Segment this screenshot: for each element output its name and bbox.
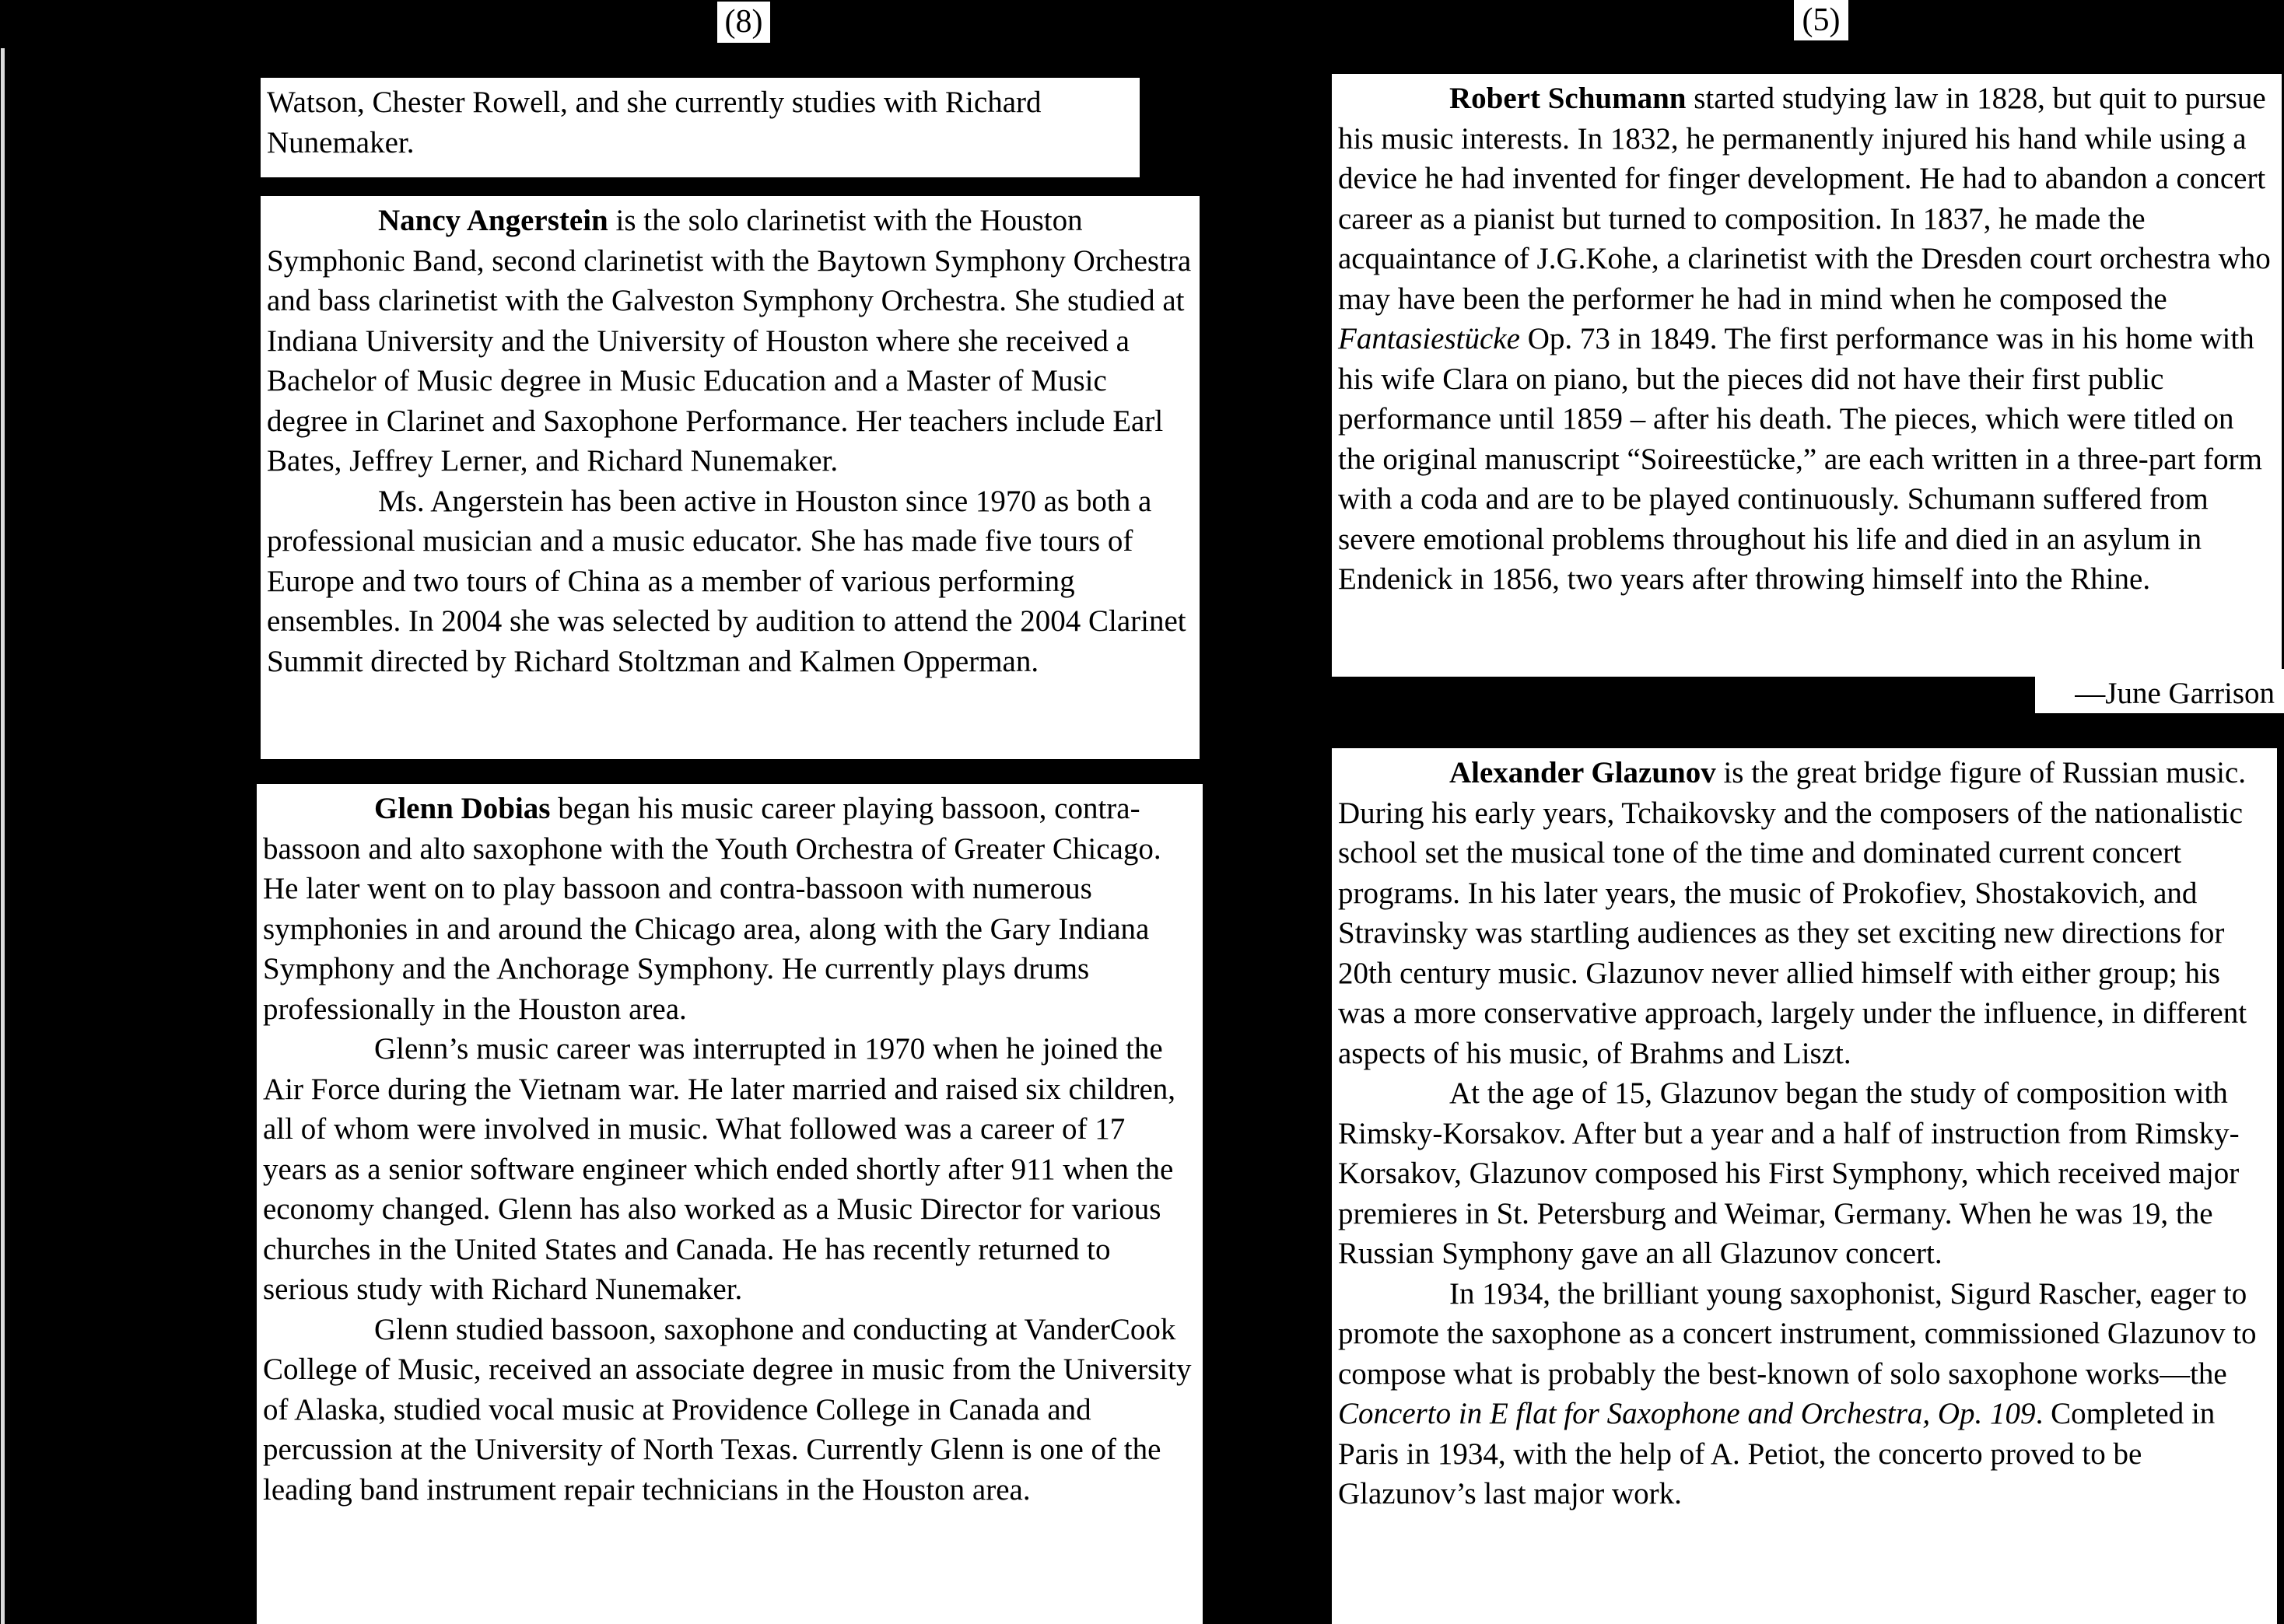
text-segment: started studying law in 1828, but quit to pursue his music interests. In 1832, he permanently injured his hand while using a device he had invented for finger development. He had to abandon a concert career as a pianist but turned to composition. In 1837, he made the acquaintance of J.G.Kohe, a clarinetist with the Dresden court orchestra who may have been the performer he had in mind when he composed the <box>1338 82 2271 316</box>
paragraph <box>263 1029 1195 1310</box>
paragraph <box>263 789 1195 1029</box>
text-segment: In 1934, the brilliant young saxophonist, Sigurd Rascher, eager to promote the saxophone as a concert instrument, commissioned Glazunov to compose what is probably the best-known of solo saxophone works—the <box>1338 1276 2257 1391</box>
text-block-robert-schumann-bio <box>1332 74 2282 677</box>
paragraph <box>267 82 1132 163</box>
page-number-left: (8) <box>717 2 770 43</box>
text-segment: is the solo clarinetist with the Houston Symphonic Band, second clarinetist with the Baytown Symphony Orchestra and bass clarinetist with the Galveston Symphony Orchestra. She studied at Indiana University and the University of Houston where she received a Bachelor of Music degree in Music Education and a Master of Music degree in Clarinet and Saxophone Performance. Her teachers include Earl Bates, Jeffrey Lerner, and Richard Nunemaker. <box>267 204 1192 478</box>
text-block-glenn-dobias-bio <box>257 784 1203 1624</box>
text-segment: Watson, Chester Rowell, and she currently studies with Richard Nunemaker. <box>267 86 1042 159</box>
text-segment: Glenn studied bassoon, saxophone and conducting at VanderCook College of Music, received an associate degree in music from the University of Alaska, studied vocal music at Providence College in Canada and percussion at the University of North Texas. Currently Glenn is one of the leading band instrument repair technicians in the Houston area. <box>263 1312 1192 1507</box>
text-segment: . Completed in Paris in 1934, with the help of A. Petiot, the concerto proved to be Glazunov’s last major work. <box>1338 1397 2216 1510</box>
text-segment: Ms. Angerstein has been active in Houston since 1970 as both a professional musician and a music educator. She has made five tours of Europe and two tours of China as a member of various performing ensembles. In 2004 she was selected by audition to attend the 2004 Clarinet Summit directed by Richard Stoltzman and Kalmen Opperman. <box>267 484 1186 678</box>
text-segment: At the age of 15, Glazunov began the study of composition with Rimsky-Korsakov. After but a year and a half of instruction from Rimsky-Korsakov, Glazunov composed his First Symphony, which received major premieres in St. Petersburg and Weimar, Germany. When he was 19, the Russian Symphony gave an all Glazunov concert. <box>1338 1076 2240 1270</box>
paragraph <box>2041 674 2275 713</box>
paragraph <box>1338 1274 2269 1514</box>
text-segment: Glenn Dobias <box>374 792 551 825</box>
page-number-right: (5) <box>1794 0 1848 40</box>
paragraph <box>1338 753 2269 1073</box>
paragraph <box>1338 79 2274 600</box>
paragraph <box>267 481 1192 682</box>
text-segment: Alexander Glazunov <box>1449 756 1716 789</box>
page-edge-scan-line <box>1 48 5 1624</box>
text-segment: Op. 73 in 1849. The first performance was in his home with his wife Clara on piano, but the pieces did not have their first public performance until 1859 – after his death. The pieces, which were titled on the original manuscript “Soireestücke,” are each written in a three-part form with a coda and are to be played continuously. Schumann suffered from severe emotional problems throughout his life and died in an asylum in Endenick in 1856, two years after throwing himself into the Rhine. <box>1338 322 2262 596</box>
text-segment: Glenn’s music career was interrupted in 1970 when he joined the Air Force during the Vietnam war. He later married and raised six children, all of whom were involved in music. What followed was a career of 17 years as a senior software engineer which ended shortly after 911 when the economy changed. Glenn has also worked as a Music Director for various churches in the United States and Canada. He has recently returned to serious study with Richard Nunemaker. <box>263 1032 1176 1306</box>
text-block-watson-fragment <box>261 78 1140 177</box>
text-segment: began his music career playing bassoon, contra-bassoon and alto saxophone with the Youth Orchestra of Greater Chicago. He later went on to play bassoon and contra-bassoon with numerous symphonies in and around the Chicago area, along with the Gary Indiana Symphony and the Anchorage Symphony. He currently plays drums professionally in the Houston area. <box>263 792 1161 1026</box>
text-segment: Robert Schumann <box>1449 82 1687 115</box>
text-segment: Concerto in E flat for Saxophone and Orchestra, Op. 109 <box>1338 1397 2036 1430</box>
text-block-nancy-angerstein-bio <box>261 196 1200 759</box>
text-segment: —June Garrison <box>2075 677 2275 710</box>
text-segment: is the great bridge figure of Russian music. During his early years, Tchaikovsky and the composers of the nationalistic school set the musical tone of the time and dominated current concert programs. In his later years, the music of Prokofiev, Shostakovich, and Stravinsky was startling audiences as they set exciting new directions for 20th century music. Glazunov never allied himself with either group; his was a more conservative approach, largely under the influence, in different aspects of his music, of Brahms and Liszt. <box>1338 756 2247 1070</box>
paragraph <box>1338 1073 2269 1274</box>
text-block-alexander-glazunov-bio <box>1332 748 2277 1624</box>
text-segment: Nancy Angerstein <box>378 204 608 237</box>
paragraph <box>267 201 1192 481</box>
paragraph <box>263 1310 1195 1510</box>
text-segment: Fantasiestücke <box>1338 322 1520 355</box>
byline-june-garrison <box>2035 669 2284 713</box>
